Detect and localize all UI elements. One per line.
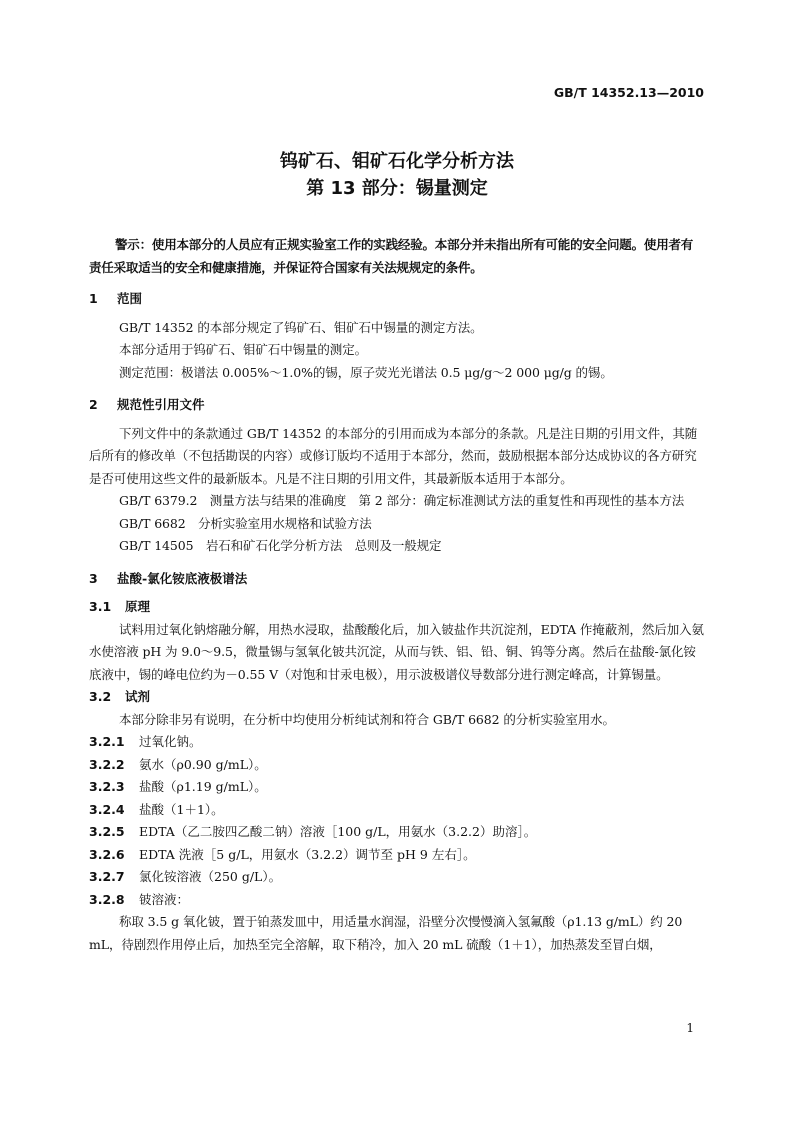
reagent-item <box>89 799 705 822</box>
standard-code: GB/T 14352.13—2010 <box>553 85 704 100</box>
document-title: 钨矿石、钼矿石化学分析方法 <box>280 151 514 172</box>
item-number: 3.2.3 <box>89 779 125 794</box>
reference-item: GB/T 14505 岩石和矿石化学分析方法 总则及一般规定 <box>119 538 442 553</box>
section-title: 盐酸-氯化铵底液极谱法 <box>117 570 248 586</box>
item-text: 氯化铵溶液（250 g/L）。 <box>139 869 282 884</box>
subsection-number: 3.2 <box>89 689 112 704</box>
item-number: 3.2.5 <box>89 824 125 839</box>
item-text: EDTA（乙二胺四乙酸二钠）溶液［100 g/L，用氨水（3.2.2）助溶］。 <box>139 824 537 839</box>
subsection-heading-principle <box>89 596 705 619</box>
title-block <box>0 148 794 202</box>
paragraph: 试料用过氧化钠熔融分解，用热水浸取，盐酸酸化后，加入铍盐作共沉淀剂，EDTA 作掩蔽剂，然后加入氨水使溶液 pH 为 9.0～9.5，微量锡与氢氧化铍共沉淀，从而与铁、铝、铅、铜、钨等分离。然后在盐酸-氯化铵底液中，锡的峰电位约为－0.55 V（对饱和甘汞电极），用示波极谱仪导数部分进行测定峰高，计算锡量。 <box>89 621 704 682</box>
reagent-item <box>89 844 705 867</box>
paragraph: 本部分除非另有说明，在分析中均使用分析纯试剂和符合 GB/T 6682 的分析实验室用水。 <box>119 711 615 727</box>
item-number: 3.2.1 <box>89 734 125 749</box>
paragraph: 称取 3.5 g 氧化铍，置于铂蒸发皿中，用适量水润湿，沿壁分次慢慢滴入氢氟酸（ρ1.13 g/mL）约 20 mL，待剧烈作用停止后，加热至完全溶解，取下稍冷，加入 20 mL 硫酸（1＋1），加热蒸发至冒白烟， <box>89 914 683 952</box>
item-text: 盐酸（ρ1.19 g/mL）。 <box>139 779 267 794</box>
reagent-item <box>89 731 705 754</box>
section-heading-polarography <box>89 568 705 591</box>
item-number: 3.2.7 <box>89 869 125 884</box>
item-text: 过氧化钠。 <box>139 734 202 749</box>
reagent-item <box>89 754 705 777</box>
item-number: 3.2.2 <box>89 756 125 772</box>
paragraph: 测定范围：极谱法 0.005%～1.0%的锡，原子荧光光谱法 0.5 μg/g～2 000 μg/g 的锡。 <box>119 364 613 380</box>
safety-warning: 警示：使用本部分的人员应有正规实验室工作的实践经验。本部分并未指出所有可能的安全问题。使用者有责任采取适当的安全和健康措施，并保证符合国家有关法规规定的条件。 <box>89 237 694 275</box>
section-title: 规范性引用文件 <box>117 397 205 412</box>
reagent-item <box>89 776 705 799</box>
item-number: 3.2.6 <box>89 846 125 862</box>
section-number: 2 <box>89 397 98 412</box>
subsection-heading-reagents <box>89 686 705 709</box>
document-body <box>89 234 705 956</box>
item-number: 3.2.4 <box>89 801 125 817</box>
reagent-item <box>89 866 705 889</box>
page-number: 1 <box>686 1020 694 1035</box>
reference-item: GB/T 6682 分析实验室用水规格和试验方法 <box>119 515 372 531</box>
document-subtitle: 第 13 部分：锡量测定 <box>306 178 488 199</box>
item-text: EDTA 洗液［5 g/L，用氨水（3.2.2）调节至 pH 9 左右］。 <box>139 846 476 862</box>
subsection-title: 原理 <box>125 599 151 614</box>
section-heading-scope <box>89 288 705 311</box>
reagent-item <box>89 821 705 844</box>
paragraph: 本部分适用于钨矿石、钼矿石中锡量的测定。 <box>119 342 368 357</box>
reference-item: GB/T 6379.2 测量方法与结果的准确度 第 2 部分：确定标准测试方法的重复性和再现性的基本方法 <box>119 493 685 508</box>
item-text: 盐酸（1＋1）。 <box>139 801 224 817</box>
section-title: 范围 <box>117 291 143 306</box>
subsection-title: 试剂 <box>125 689 151 704</box>
item-text: 氨水（ρ0.90 g/mL）。 <box>139 756 267 772</box>
subsection-number: 3.1 <box>89 599 112 614</box>
paragraph: GB/T 14352 的本部分规定了钨矿石、钼矿石中锡量的测定方法。 <box>119 319 483 335</box>
item-text: 铍溶液： <box>139 891 190 907</box>
section-heading-normative-references <box>89 394 705 417</box>
item-number: 3.2.8 <box>89 891 125 907</box>
section-number: 1 <box>89 291 98 306</box>
section-number: 3 <box>89 570 98 586</box>
paragraph: 下列文件中的条款通过 GB/T 14352 的本部分的引用而成为本部分的条款。凡是注日期的引用文件，其随后所有的修改单（不包括勘误的内容）或修订版均不适用于本部分，然而，鼓励根据本部分达成协议的各方研究是否可使用这些文件的最新版本。凡是不注日期的引用文件，其最新版本适用于本部分。 <box>89 425 698 486</box>
reagent-item <box>89 889 705 912</box>
